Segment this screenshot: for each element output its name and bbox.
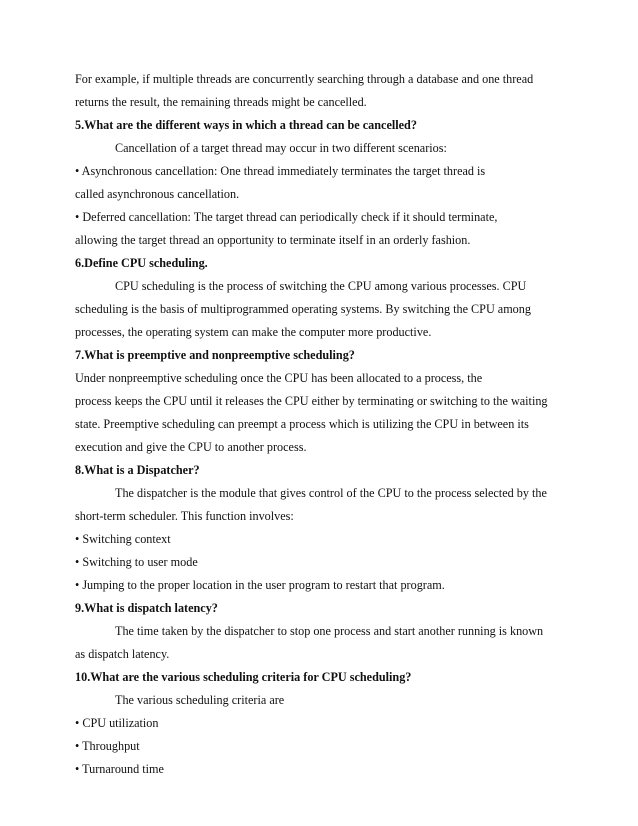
document-text — [75, 68, 565, 781]
document-page — [75, 68, 565, 781]
text-line: • CPU utilization — [75, 716, 159, 730]
text-line: For example, if multiple threads are concurrently searching through a database and one thread — [75, 72, 534, 86]
text-line: The time taken by the dispatcher to stop one process and start another running is known — [115, 624, 544, 638]
text-line: • Jumping to the proper location in the user program to restart that program. — [75, 578, 445, 592]
text-line: • Throughput — [75, 739, 140, 753]
section-heading: 6.Define CPU scheduling. — [75, 256, 208, 270]
text-line: process keeps the CPU until it releases the CPU either by terminating or switching to the waiting — [75, 394, 548, 408]
text-line: called asynchronous cancellation. — [75, 187, 240, 201]
text-line: • Turnaround time — [75, 762, 164, 776]
text-line: • Deferred cancellation: The target thread can periodically check if it should terminate, — [75, 210, 498, 224]
text-line: The various scheduling criteria are — [115, 693, 285, 707]
text-line: as dispatch latency. — [75, 647, 170, 661]
text-line: state. Preemptive scheduling can preempt a process which is utilizing the CPU in between its — [75, 417, 529, 431]
text-line: Cancellation of a target thread may occur in two different scenarios: — [115, 141, 447, 155]
section-heading: 9.What is dispatch latency? — [75, 601, 218, 615]
text-line: execution and give the CPU to another process. — [75, 440, 307, 454]
text-line: • Switching context — [75, 532, 171, 546]
text-line: The dispatcher is the module that gives control of the CPU to the process selected by the — [115, 486, 547, 500]
section-heading: 10.What are the various scheduling criteria for CPU scheduling? — [75, 670, 412, 684]
section-heading: 5.What are the different ways in which a thread can be cancelled? — [75, 118, 417, 132]
text-line: returns the result, the remaining threads might be cancelled. — [75, 95, 367, 109]
section-heading: 7.What is preemptive and nonpreemptive scheduling? — [75, 348, 355, 362]
text-line: short-term scheduler. This function involves: — [75, 509, 294, 523]
section-heading: 8.What is a Dispatcher? — [75, 463, 200, 477]
text-line: • Asynchronous cancellation: One thread immediately terminates the target thread is — [75, 164, 486, 178]
text-line: • Switching to user mode — [75, 555, 198, 569]
text-line: scheduling is the basis of multiprogrammed operating systems. By switching the CPU among — [75, 302, 531, 316]
text-line: CPU scheduling is the process of switching the CPU among various processes. CPU — [115, 279, 527, 293]
text-line: Under nonpreemptive scheduling once the CPU has been allocated to a process, the — [75, 371, 483, 385]
text-line: processes, the operating system can make the computer more productive. — [75, 325, 432, 339]
text-line: allowing the target thread an opportunity to terminate itself in an orderly fashion. — [75, 233, 471, 247]
